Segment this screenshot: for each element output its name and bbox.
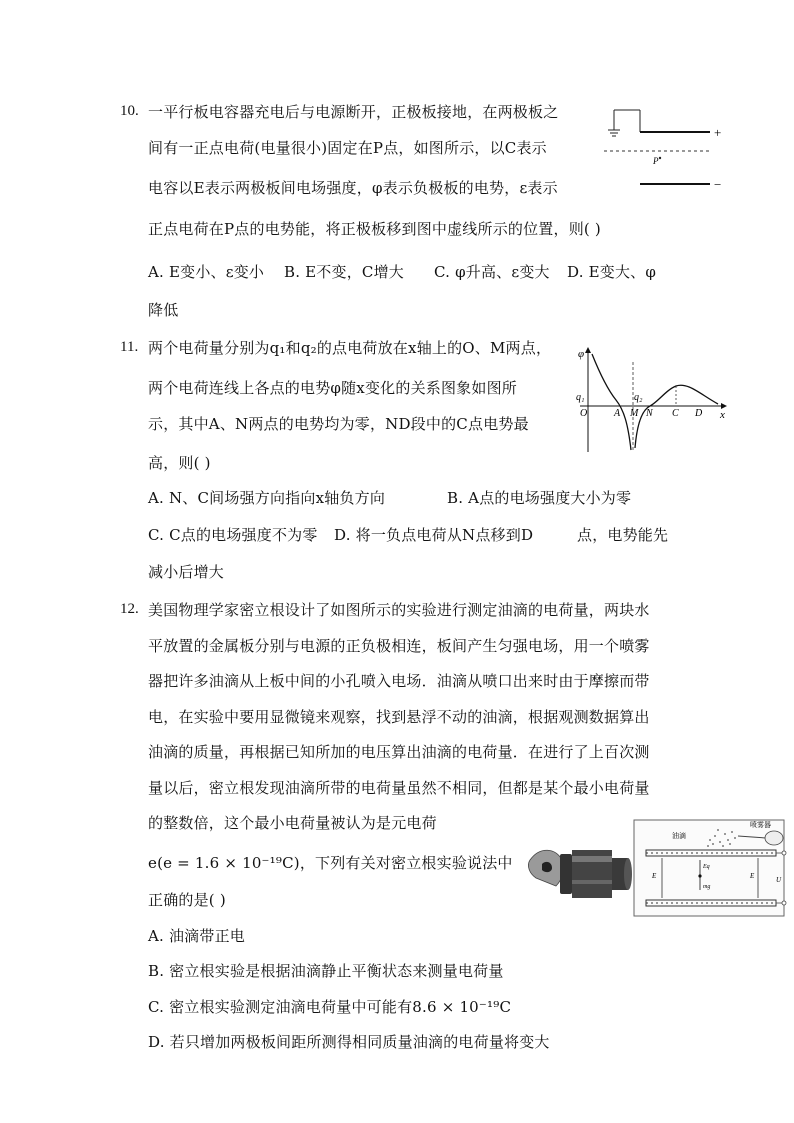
q12-millikan-figure bbox=[522, 816, 790, 920]
q10-line-4: 正点电荷在P点的电势能，将正极板移到图中虚线所示的位置，则( ) bbox=[148, 220, 601, 238]
q12-line-3: 器把许多油滴从上板中间的小孔喷入电场．油滴从喷口出来时由于摩擦而带 bbox=[148, 672, 650, 690]
plus-sign: + bbox=[714, 125, 722, 140]
q11-line-4: 高，则( ) bbox=[148, 454, 211, 472]
field-e-right: E bbox=[750, 872, 755, 880]
phi-axis-label: φ bbox=[578, 348, 585, 360]
q10-line-2: 间有一正点电荷(电量很小)固定在P点，如图所示，以C表示 bbox=[148, 139, 547, 157]
q11-option-d[interactable]: D. 将一负点电荷从N点移到D bbox=[334, 526, 534, 544]
q11-line-2: 两个电荷连线上各点的电势φ随x变化的关系图象如图所 bbox=[148, 379, 517, 397]
q11-option-b[interactable]: B. A点的电场强度大小为零 bbox=[447, 489, 632, 507]
q10-option-a[interactable]: A. E变小、ε变小 bbox=[148, 263, 265, 281]
x-axis-label: x bbox=[720, 409, 725, 421]
q12-option-d[interactable]: D. 若只增加两极板间距所测得相同质量油滴的电荷量将变大 bbox=[148, 1033, 550, 1051]
q12-line-5: 油滴的质量，再根据已知所加的电压算出油滴的电荷量．在进行了上百次测 bbox=[148, 743, 650, 761]
minus-sign: − bbox=[714, 177, 722, 192]
field-e-left: E bbox=[652, 872, 657, 880]
q1-label: q₁ bbox=[576, 392, 585, 403]
c-label: C bbox=[672, 408, 679, 419]
oil-drop-label: 油滴 bbox=[672, 832, 686, 840]
q12-line-6: 量以后，密立根发现油滴所带的电荷量虽然不相同，但都是某个最小电荷量 bbox=[148, 779, 650, 797]
q11-line-3: 示，其中A、N两点的电势均为零，ND段中的C点电势最 bbox=[148, 415, 529, 433]
potential-curve-left bbox=[592, 354, 631, 450]
q10-capacitor-figure bbox=[596, 104, 726, 194]
m-label: M bbox=[630, 408, 639, 419]
q11-potential-graph bbox=[572, 344, 732, 456]
q12-number: 12. bbox=[120, 601, 139, 617]
microscope-icon bbox=[528, 850, 632, 898]
q12-line-9: 正确的是( ) bbox=[148, 891, 226, 909]
q12-option-c[interactable]: C. 密立根实验测定油滴电荷量中可能有8.6 × 10⁻¹⁹C bbox=[148, 998, 512, 1016]
point-p-label: P bbox=[653, 156, 659, 166]
q11-line-1: 两个电荷量分别为q₁和q₂的点电荷放在x轴上的O、M两点， bbox=[148, 339, 552, 357]
force-eq-label: Eq bbox=[703, 864, 710, 870]
o-label: O bbox=[580, 408, 588, 419]
q10-number: 10. bbox=[120, 103, 139, 119]
q12-line-2: 平放置的金属板分别与电源的正负极相连，板间产生匀强电场，用一个喷雾 bbox=[148, 637, 650, 655]
force-mg-label: mg bbox=[703, 884, 711, 890]
point-p-dot bbox=[659, 157, 661, 159]
n-label: N bbox=[646, 408, 653, 419]
q11-number: 11. bbox=[120, 339, 139, 355]
q12-option-b[interactable]: B. 密立根实验是根据油滴静止平衡状态来测量电荷量 bbox=[148, 962, 504, 980]
sprayer-label: 喷雾器 bbox=[750, 821, 771, 829]
ground-symbol bbox=[608, 110, 640, 136]
voltage-u-label: U bbox=[776, 876, 782, 884]
q11-option-c[interactable]: C. C点的电场强度不为零 bbox=[148, 526, 318, 544]
q12-option-a[interactable]: A. 油滴带正电 bbox=[148, 927, 245, 945]
q12-line-7: 的整数倍，这个最小电荷量被认为是元电荷 bbox=[148, 814, 437, 832]
q2-label: q₂ bbox=[634, 392, 643, 403]
d-label: D bbox=[695, 408, 703, 419]
q10-option-d[interactable]: D. E变大、φ bbox=[567, 263, 657, 281]
q11-option-a[interactable]: A. N、C间场强方向指向x轴负方向 bbox=[148, 489, 386, 507]
q10-line-3: 电容以E表示两极板间电场强度，φ表示负极板的电势，ε表示 bbox=[148, 179, 558, 197]
a-label: A bbox=[614, 408, 621, 419]
q10-option-b[interactable]: B. E不变，C增大 bbox=[284, 263, 404, 281]
q11-option-d-cont: 减小后增大 bbox=[148, 563, 225, 581]
q12-line-1: 美国物理学家密立根设计了如图所示的实验进行测定油滴的电荷量，两块水 bbox=[148, 601, 650, 619]
q12-charge-formula: e(e = 1.6 × 10⁻¹⁹C)，下列有关对密立根实验说法中 bbox=[148, 854, 513, 872]
q12-line-4: 电，在实验中要用显微镜来观察，找到悬浮不动的油滴，根据观测数据算出 bbox=[148, 708, 650, 726]
q10-option-c[interactable]: C. φ升高、ε变大 bbox=[434, 263, 550, 281]
q11-option-d-tail: 点，电势能先 bbox=[577, 526, 669, 544]
q10-line-1: 一平行板电容器充电后与电源断开，正极板接地，在两极板之 bbox=[148, 103, 559, 121]
q10-option-d-cont: 降低 bbox=[148, 301, 179, 319]
